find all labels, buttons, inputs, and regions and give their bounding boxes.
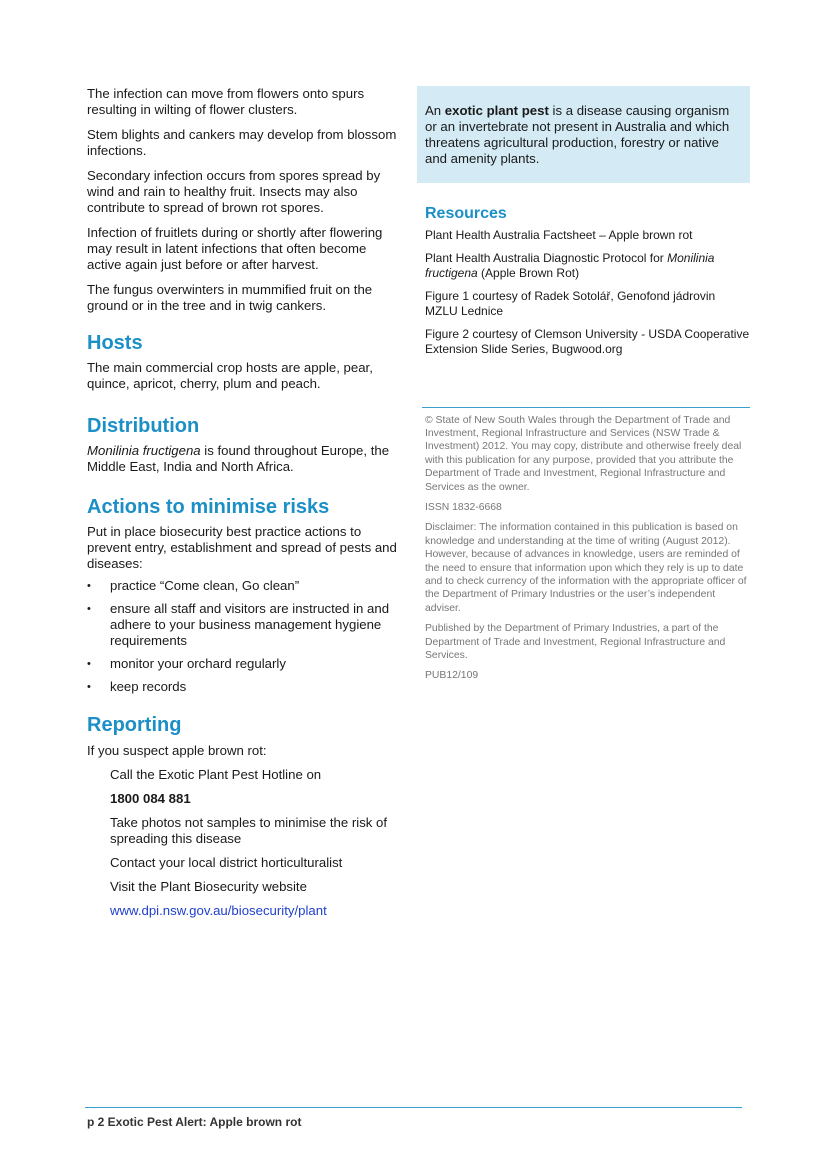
intro-paragraph-1: The infection can move from flowers onto spurs resulting in wilting of flower clusters.: [87, 86, 365, 117]
reporting-heading: Reporting: [87, 714, 182, 736]
resource-figure-1: Figure 1 courtesy of Radek Sotolář, Genofond jádrovin MZLU Lednice: [425, 288, 716, 318]
left-column: [87, 86, 399, 927]
reporting-intro: If you suspect apple brown rot:: [87, 743, 267, 758]
bullet-icon: •: [87, 603, 91, 615]
intro-paragraph-3: Secondary infection occurs from spores spread by wind and rain to healthy fruit. Insects may also contribute to spread of brown rot spores.: [87, 168, 381, 215]
list-item: [87, 679, 399, 695]
intro-paragraph-2: Stem blights and cankers may develop from blossom infections.: [87, 127, 397, 158]
right-column: [417, 86, 750, 690]
callout-pre: An: [425, 103, 445, 118]
intro-paragraph-4: Infection of fruitlets during or shortly after flowering may result in latent infections that often become active again just before or after harvest.: [87, 225, 383, 272]
resources-heading: Resources: [425, 205, 507, 222]
distribution-species: Monilinia fructigena: [87, 443, 201, 458]
disclaimer-text: Disclaimer: The information contained in this publication is based on knowledge and understanding at the time of writing (August 2012). However, because of advances in knowledge, users are reminded of the need to ensure that information upon which they rely is up to date and to check currency of the information with the appropriate officer of the Department of Primary Industries or the user’s independent adviser.: [425, 522, 747, 614]
exotic-pest-callout: [417, 86, 750, 183]
actions-list: [87, 578, 399, 695]
hosts-text: The main commercial crop hosts are apple, pear, quince, apricot, cherry, plum and peach.: [87, 360, 373, 391]
hosts-heading: Hosts: [87, 332, 143, 354]
hotline-phone: 1800 084 881: [110, 791, 191, 806]
visit-text: Visit the Plant Biosecurity website: [110, 879, 307, 894]
copyright-text: © State of New South Wales through the Department of Trade and Investment, Regional Infrastructure and Services (NSW Trade & Investment) 2012. You may copy, distribute and otherwise freely deal with this publication for any purpose, provided that you attribute the Department of Trade and Investment, Regional Infrastructure and Services as the owner.: [425, 414, 742, 493]
intro-paragraph-5: The fungus overwinters in mummified fruit on the ground or in the tree and in twig cankers.: [87, 282, 373, 313]
page-footer: p 2 Exotic Pest Alert: Apple brown rot: [87, 1115, 302, 1129]
bullet-icon: •: [87, 658, 91, 670]
actions-heading: Actions to minimise risks: [87, 496, 330, 518]
list-item-text: keep records: [110, 679, 187, 694]
biosecurity-link[interactable]: www.dpi.nsw.gov.au/biosecurity/plant: [110, 903, 327, 918]
bullet-icon: •: [87, 681, 91, 693]
published-text: Published by the Department of Primary Industries, a part of the Department of Trade and Investment, Regional Infrastructure and Services.: [425, 623, 726, 661]
list-item-text: monitor your orchard regularly: [110, 656, 286, 671]
bullet-icon: •: [87, 580, 91, 592]
list-item-text: practice “Come clean, Go clean”: [110, 578, 300, 593]
resource-protocol: [425, 251, 750, 282]
photos-text: Take photos not samples to minimise the risk of spreading this disease: [110, 815, 388, 846]
list-item: [87, 601, 399, 649]
publication-code: PUB12/109: [425, 670, 479, 682]
protocol-pre: Plant Health Australia Diagnostic Protocol for: [425, 250, 668, 265]
distribution-heading: Distribution: [87, 415, 200, 437]
footer-divider: [85, 1107, 742, 1108]
callout-term: exotic plant pest: [444, 103, 549, 118]
distribution-text: [87, 443, 399, 475]
contact-text: Contact your local district horticulturalist: [110, 855, 343, 870]
protocol-post: (Apple Brown Rot): [477, 266, 580, 280]
list-item: [87, 656, 399, 672]
actions-intro: Put in place biosecurity best practice actions to prevent entry, establishment and spread of pests and diseases:: [87, 524, 397, 571]
protocol-species: Monilinia fructigena: [425, 250, 715, 280]
callout-text: [425, 103, 742, 167]
callout-post: is a disease causing organism or an invertebrate not present in Australia and which threatens agricultural production, forestry or native and amenity plants.: [425, 103, 730, 166]
list-item: [87, 578, 399, 594]
resource-factsheet: Plant Health Australia Factsheet – Apple brown rot: [425, 228, 693, 242]
distribution-rest: is found throughout Europe, the Middle East, India and North Africa.: [87, 443, 390, 474]
resource-figure-2: Figure 2 courtesy of Clemson University - USDA Cooperative Extension Slide Series, Bugwood.org: [425, 326, 750, 356]
resources-list: [417, 228, 750, 358]
list-item-text: ensure all staff and visitors are instructed in and adhere to your business management hygiene requirements: [110, 601, 390, 648]
hotline-text: Call the Exotic Plant Pest Hotline on: [110, 767, 322, 782]
issn-text: ISSN 1832-6668: [425, 501, 502, 513]
divider: [422, 407, 750, 408]
